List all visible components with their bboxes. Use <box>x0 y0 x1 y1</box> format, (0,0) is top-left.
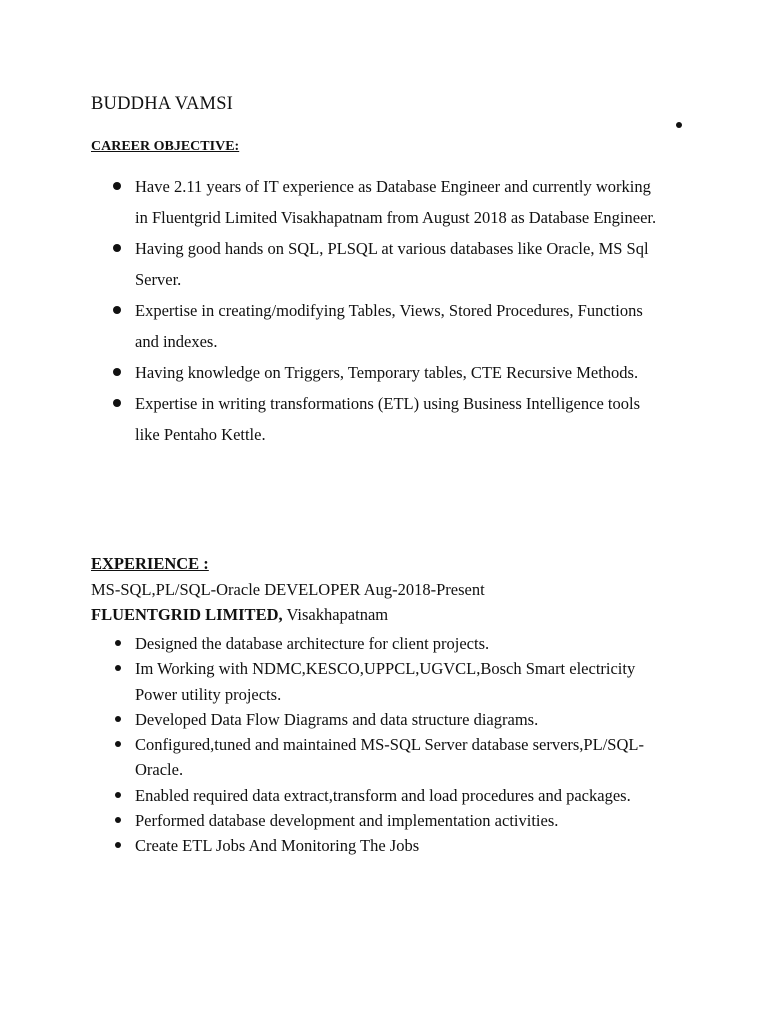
list-item <box>0 783 768 808</box>
experience-text: Performed database development and implementation activities. <box>135 811 559 831</box>
experience-text: Enabled required data extract,transform and load procedures and packages. <box>135 785 631 805</box>
experience-heading: EXPERIENCE : <box>91 554 209 573</box>
bullet-icon <box>113 306 121 314</box>
bullet-icon <box>115 842 121 848</box>
company-line <box>91 605 388 625</box>
bullet-icon <box>113 244 121 252</box>
experience-text: Designed the database architecture for client projects. <box>135 634 490 653</box>
bullet-icon <box>115 716 121 722</box>
objective-text: Expertise in creating/modifying Tables, Views, Stored Procedures, Functions and indexes. <box>135 301 643 351</box>
career-objective-list <box>0 171 768 450</box>
candidate-name: BUDDHA VAMSI <box>91 94 234 114</box>
experience-list <box>0 631 768 859</box>
bullet-icon <box>113 368 121 376</box>
experience-text: Create ETL Jobs And Monitoring The Jobs <box>135 836 420 856</box>
bullet-icon <box>115 792 121 798</box>
experience-text: Configured,tuned and maintained MS-SQL Server database servers,PL/SQL-Oracle. <box>135 735 644 780</box>
list-item <box>0 833 768 858</box>
company-location: Visakhapatnam <box>286 605 389 624</box>
stray-bullet-icon <box>676 122 682 128</box>
list-item <box>0 707 768 732</box>
list-item <box>0 171 768 233</box>
objective-text: Having knowledge on Triggers, Temporary tables, CTE Recursive Methods. <box>135 363 639 382</box>
career-objective-heading: CAREER OBJECTIVE: <box>91 139 240 154</box>
bullet-icon <box>115 741 121 747</box>
job-role: MS-SQL,PL/SQL-Oracle DEVELOPER Aug-2018-Present <box>91 580 485 599</box>
objective-text: Have 2.11 years of IT experience as Database Engineer and currently working in Fluentgrid Limited Visakhapatnam from August 2018 as Database Engineer. <box>135 177 657 227</box>
list-item <box>0 357 768 388</box>
bullet-icon <box>113 399 121 407</box>
experience-text: Developed Data Flow Diagrams and data structure diagrams. <box>135 709 539 729</box>
bullet-icon <box>115 817 121 823</box>
experience-text: Im Working with NDMC,KESCO,UPPCL,UGVCL,Bosch Smart electricity Power utility projects. <box>135 659 636 704</box>
list-item <box>0 808 768 833</box>
bullet-icon <box>115 640 121 646</box>
list-item <box>0 631 768 656</box>
list-item <box>0 388 768 450</box>
list-item <box>0 233 768 295</box>
objective-text: Having good hands on SQL, PLSQL at various databases like Oracle, MS Sql Server. <box>135 239 649 289</box>
objective-text: Expertise in writing transformations (ETL) using Business Intelligence tools like Pentaho Kettle. <box>135 394 640 444</box>
bullet-icon <box>115 665 121 671</box>
company-name: FLUENTGRID LIMITED, <box>91 605 283 624</box>
list-item <box>0 295 768 357</box>
list-item <box>0 656 768 707</box>
bullet-icon <box>113 182 121 190</box>
list-item <box>0 732 768 783</box>
